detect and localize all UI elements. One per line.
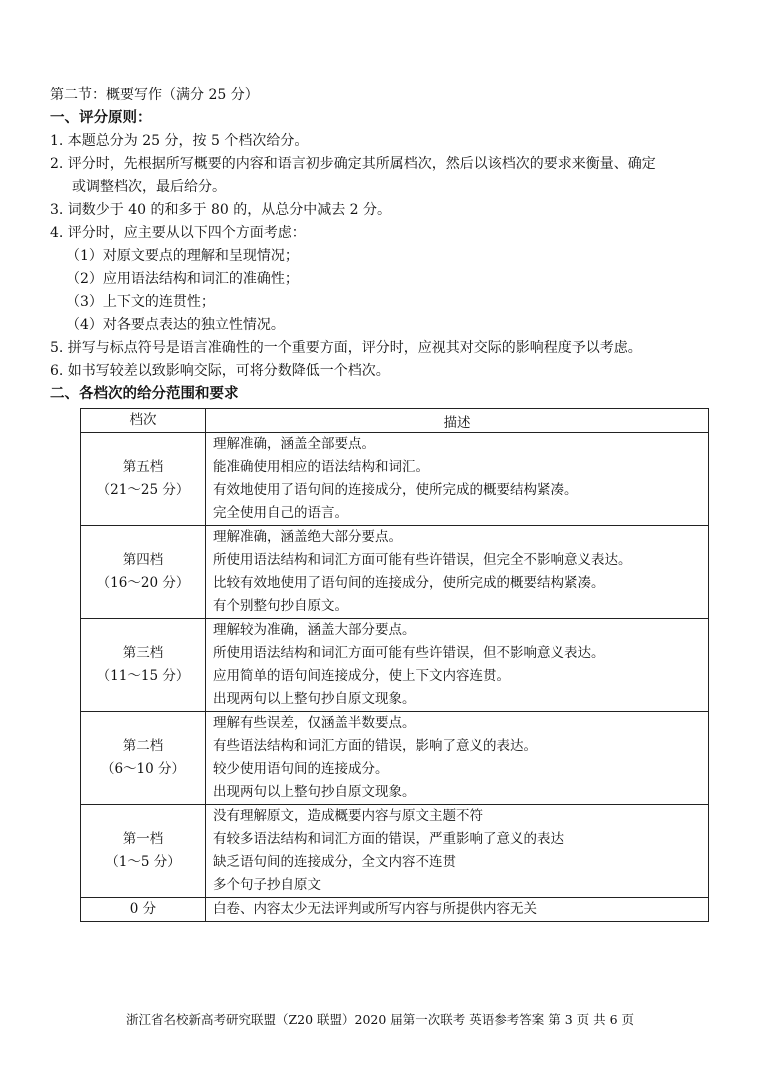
principle-4-item-3: （3）上下文的连贯性； (66, 294, 215, 310)
section-title: 第二节：概要写作（满分 25 分） (50, 87, 259, 103)
description-line: 所使用语法结构和词汇方面可能有些许错误，但完全不影响意义表达。 (213, 552, 632, 568)
description-line: 没有理解原文，造成概要内容与原文主题不符 (213, 808, 483, 824)
level-name: 第五档 (122, 459, 164, 475)
description-line: 有些语法结构和词汇方面的错误，影响了意义的表达。 (213, 738, 537, 754)
description-line: 有个别整句抄自原文。 (213, 598, 348, 614)
table-row (81, 526, 709, 619)
level-range: （16～20 分） (96, 575, 190, 591)
description-line: 能准确使用相应的语法结构和词汇。 (213, 459, 429, 475)
heading-grade-levels: 二、各档次的给分范围和要求 (50, 386, 239, 402)
header-level: 档次 (81, 409, 206, 433)
description-cell (206, 526, 709, 619)
description-line: 应用简单的语句间连接成分，使上下文内容连贯。 (213, 668, 510, 684)
description-line: 理解准确，涵盖全部要点。 (213, 436, 375, 452)
principle-6: 6. 如书写较差以致影响交际，可将分数降低一个档次。 (50, 363, 390, 379)
level-cell (81, 526, 206, 619)
description-line: 有较多语法结构和词汇方面的错误，严重影响了意义的表达 (213, 831, 564, 847)
level-range: （1～5 分） (105, 854, 181, 870)
table-row-zero (81, 898, 709, 922)
principle-2-continued: 或调整档次，最后给分。 (72, 179, 226, 195)
level-cell (81, 619, 206, 712)
description-line: 完全使用自己的语言。 (213, 505, 348, 521)
table-row (81, 433, 709, 526)
principle-1: 1. 本题总分为 25 分，按 5 个档次给分。 (50, 133, 309, 149)
principle-4: 4. 评分时，应主要从以下四个方面考虑： (50, 225, 306, 241)
table-row (81, 712, 709, 805)
level-cell (81, 712, 206, 805)
description-cell (206, 805, 709, 898)
description-line: 出现两句以上整句抄自原文现象。 (213, 784, 416, 800)
description-line: 理解准确，涵盖绝大部分要点。 (213, 529, 402, 545)
level-range: （21～25 分） (96, 482, 190, 498)
level-range: （11～15 分） (96, 668, 190, 684)
level-cell (81, 433, 206, 526)
description-cell (206, 619, 709, 712)
description-line: 多个句子抄自原文 (213, 877, 321, 893)
description-line: 较少使用语句间的连接成分。 (213, 761, 389, 777)
header-description: 描述 (206, 409, 709, 433)
description-line: 理解有些误差，仅涵盖半数要点。 (213, 715, 416, 731)
description-cell: 白卷、内容太少无法评判或所写内容与所提供内容无关 (206, 898, 709, 922)
principle-4-item-1: （1）对原文要点的理解和呈现情况； (66, 248, 299, 264)
description-cell (206, 433, 709, 526)
table-row (81, 619, 709, 712)
principle-5: 5. 拼写与标点符号是语言准确性的一个重要方面，评分时，应视其对交际的影响程度予以考虑。 (50, 340, 642, 356)
principle-2: 2. 评分时，先根据所写概要的内容和语言初步确定其所属档次，然后以该档次的要求来衡量、确定 (50, 156, 656, 172)
level-cell: 0 分 (81, 898, 206, 922)
grade-table (80, 408, 709, 922)
description-line: 理解较为准确，涵盖大部分要点。 (213, 622, 416, 638)
description-line: 比较有效地使用了语句间的连接成分，使所完成的概要结构紧凑。 (213, 575, 605, 591)
principle-4-item-2: （2）应用语法结构和词汇的准确性； (66, 271, 299, 287)
level-name: 第四档 (122, 552, 164, 568)
level-name: 第一档 (122, 831, 164, 847)
principle-4-item-4: （4）对各要点表达的独立性情况。 (66, 317, 285, 333)
table-row (81, 805, 709, 898)
principle-3: 3. 词数少于 40 的和多于 80 的，从总分中减去 2 分。 (50, 202, 392, 218)
description-line: 所使用语法结构和词汇方面可能有些许错误，但不影响意义表达。 (213, 645, 605, 661)
heading-scoring-principles: 一、评分原则： (50, 110, 152, 126)
level-name: 第三档 (122, 645, 164, 661)
description-line: 出现两句以上整句抄自原文现象。 (213, 691, 416, 707)
level-cell (81, 805, 206, 898)
level-name: 第二档 (122, 738, 164, 754)
description-line: 有效地使用了语句间的连接成分，使所完成的概要结构紧凑。 (213, 482, 578, 498)
page-footer: 浙江省名校新高考研究联盟（Z20 联盟）2020 届第一次联考 英语参考答案 第 3 页 共 6 页 (125, 1012, 635, 1027)
description-line: 缺乏语句间的连接成分，全文内容不连贯 (213, 854, 456, 870)
description-cell (206, 712, 709, 805)
level-range: （6～10 分） (100, 761, 186, 777)
table-header-row (81, 409, 709, 433)
